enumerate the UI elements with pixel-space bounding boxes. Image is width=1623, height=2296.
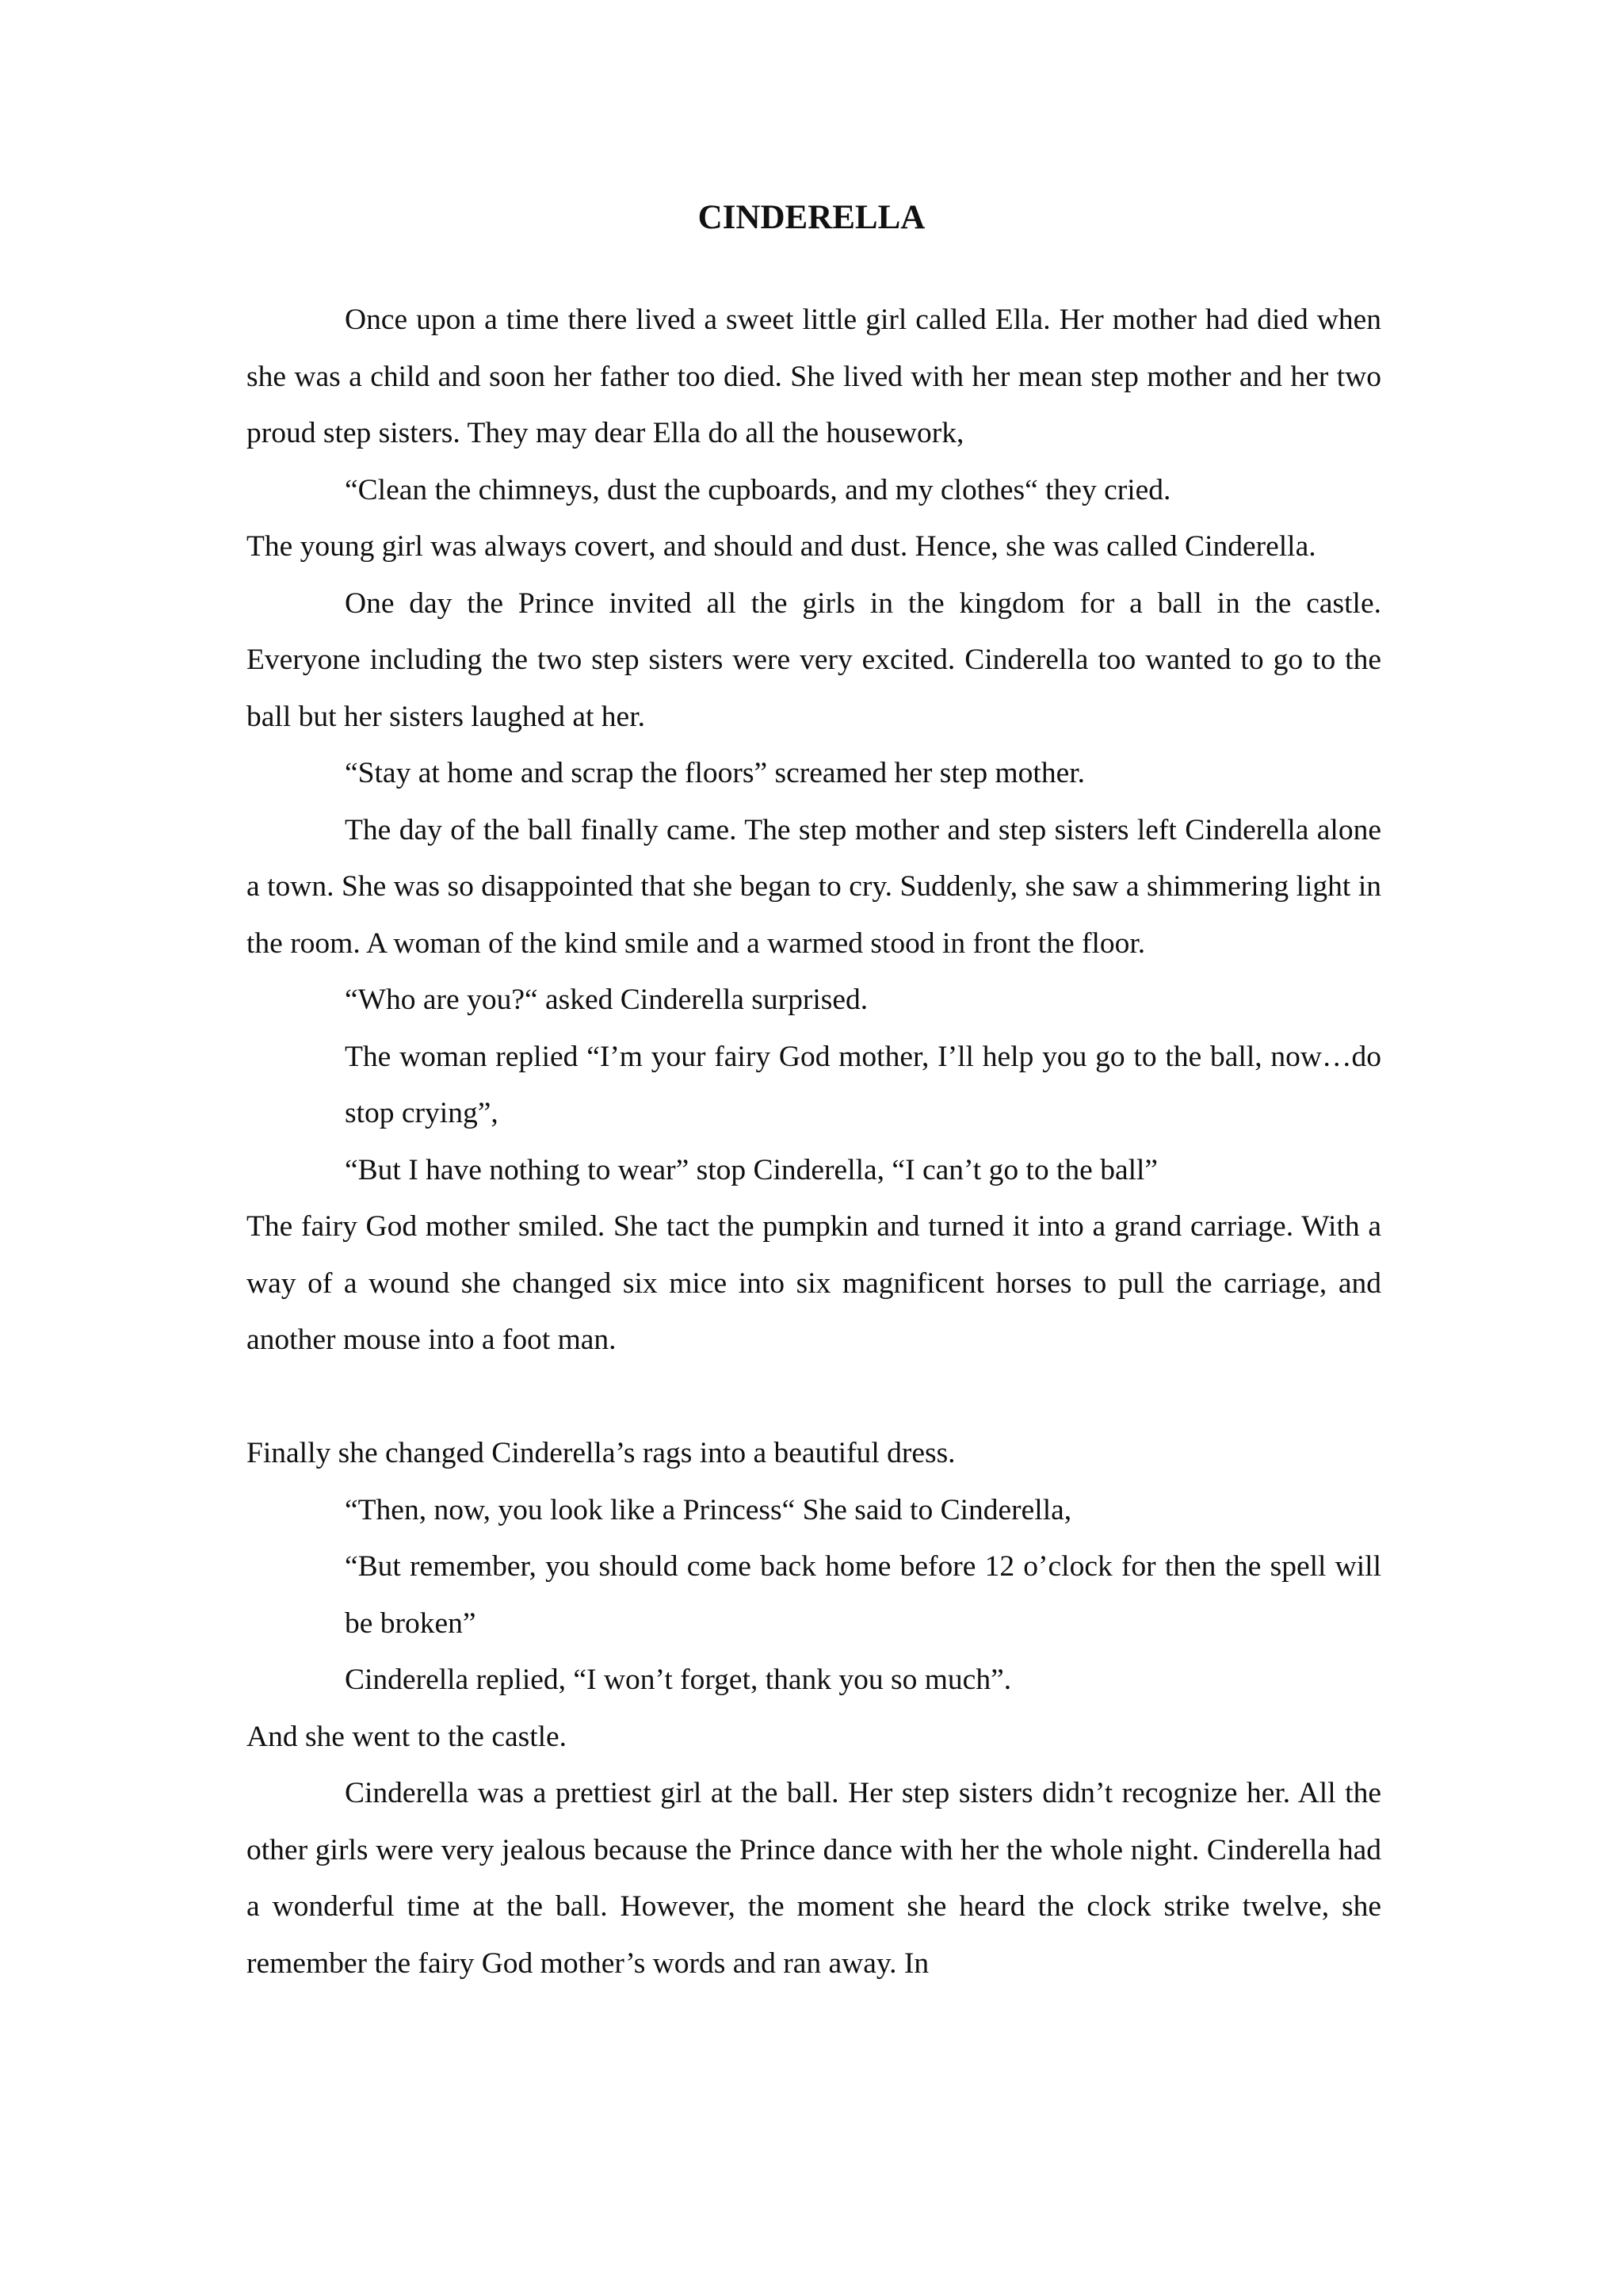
paragraph: The young girl was always covert, and should and dust. Hence, she was called Cinderella. bbox=[246, 530, 1316, 563]
document-body bbox=[246, 292, 1381, 1992]
paragraph: The fairy God mother smiled. She tact the pumpkin and turned it into a grand carriage. With a way of a wound she changed six mice into six magnificent horses to pull the carriage, and another mouse into a foot man. bbox=[246, 1210, 1381, 1356]
paragraph: Finally she changed Cinderella’s rags into a beautiful dress. bbox=[246, 1437, 956, 1469]
paragraph: And she went to the castle. bbox=[246, 1720, 567, 1753]
paragraph: The day of the ball finally came. The step mother and step sisters left Cinderella alone a town. She was so disappointed that she began to cry. Suddenly, she saw a shimmering light in the room. A woman of the kind smile and a warmed stood in front the floor. bbox=[246, 813, 1381, 960]
paragraph: “Stay at home and scrap the floors” screamed her step mother. bbox=[345, 757, 1086, 789]
paragraph-spacer bbox=[246, 1369, 1381, 1426]
paragraph: Cinderella was a prettiest girl at the ball. Her step sisters didn’t recognize her. All the other girls were very jealous because the Prince dance with her the whole night. Cinderella had a wonderful time at the ball. However, the moment she heard the clock strike twelve, she remember the fairy God mother’s words and ran away. In bbox=[246, 1777, 1381, 1980]
paragraph: “Who are you?“ asked Cinderella surprised. bbox=[345, 984, 869, 1016]
paragraph: “But I have nothing to wear” stop Cinderella, “I can’t go to the ball” bbox=[345, 1153, 1159, 1186]
paragraph: “Then, now, you look like a Princess“ She said to Cinderella, bbox=[345, 1493, 1072, 1526]
paragraph: “But remember, you should come back home before 12 o’clock for then the spell will be broken” bbox=[345, 1550, 1381, 1640]
paragraph: The woman replied “I’m your fairy God mother, I’ll help you go to the ball, now…do stop crying”, bbox=[345, 1040, 1381, 1129]
document-title: CINDERELLA bbox=[697, 199, 926, 236]
paragraph: “Clean the chimneys, dust the cupboards, and my clothes“ they cried. bbox=[345, 473, 1171, 506]
paragraph: One day the Prince invited all the girls in the kingdom for a ball in the castle. Everyone including the two step sisters were very excited. Cinderella too wanted to go to the ball but her sisters laughed at her. bbox=[246, 586, 1381, 733]
paragraph: Cinderella replied, “I won’t forget, thank you so much”. bbox=[345, 1664, 1012, 1696]
paragraph: Once upon a time there lived a sweet little girl called Ella. Her mother had died when she was a child and soon her father too died. She lived with her mean step mother and her two proud step sisters. They may dear Ella do all the housework, bbox=[246, 304, 1381, 449]
